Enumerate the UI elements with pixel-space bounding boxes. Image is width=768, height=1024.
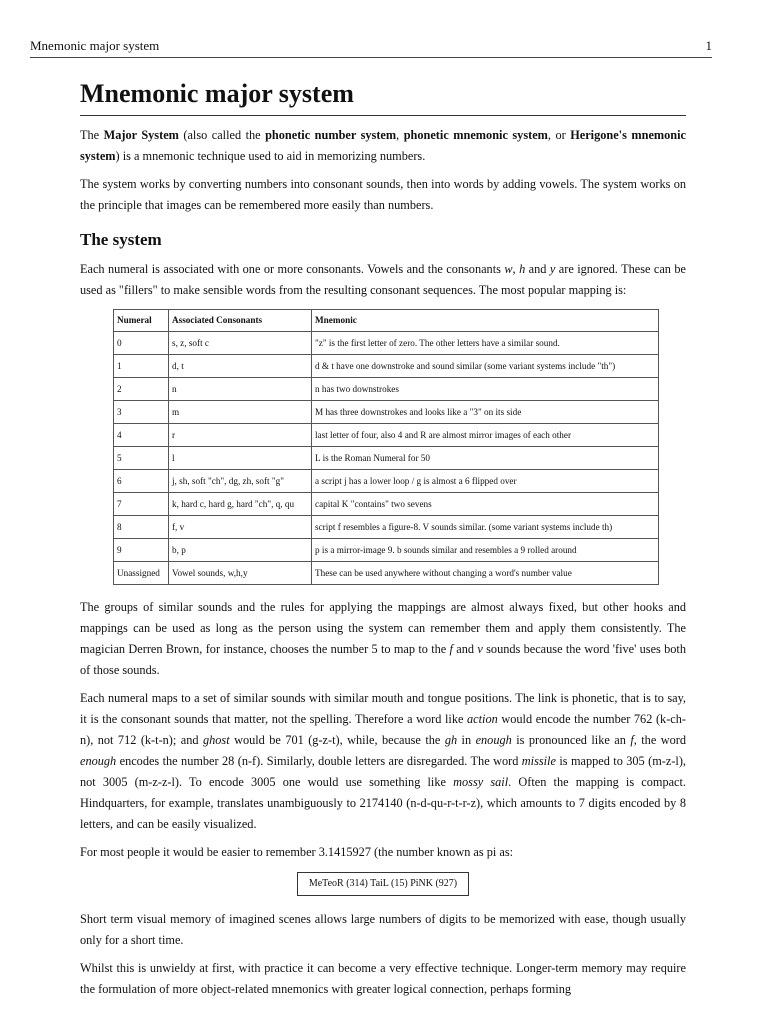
text-run: in [457,733,476,747]
text-run: . Often the mapping is compact. Hindquarters, for example, translates unambiguously to 2174140 (n-d-qu-r-t-r-z), which amounts to 7 digits encoded by 8 letters, and can be easily visualized. [80,775,687,831]
table-row [114,539,659,562]
mnemonic-cell: capital K "contains" two sevens [312,493,659,516]
text-run: sounds because the word 'five' uses both of those sounds. [80,642,686,677]
numeral-cell: Unassigned [114,562,169,585]
table-row [114,332,659,355]
intro-paragraph-2: The system works by converting numbers into consonant sounds, then into words by adding vowels. The system works on the principle that images can be remembered more easily than numbers. [80,177,686,212]
text-run: , [512,262,520,276]
running-header [30,38,712,58]
italic-word: action [467,712,498,726]
numeral-cell: 8 [114,516,169,539]
column-header: Numeral [114,310,169,332]
italic-letter: h [519,262,526,276]
text-run: and [452,642,478,656]
whilst-paragraph: Whilst this is unwieldy at first, with practice it can become a very effective technique. Longer-term memory may require the formulation of more object-related mnemonics with greater logical connection, perhaps forming [80,961,686,996]
page-number: 1 [705,38,712,53]
table-row [114,470,659,493]
numeral-cell: 0 [114,332,169,355]
numeral-cell: 2 [114,378,169,401]
italic-letter: y [549,262,556,276]
bold-term: phonetic number system [265,128,397,142]
italic-word: mossy sail [453,775,509,789]
mnemonic-cell: script f resembles a figure-8. V sounds similar. (some variant systems include th) [312,516,659,539]
phonetic-paragraph [80,688,686,835]
table-row [114,516,659,539]
section-heading: The system [80,230,162,249]
italic-word: enough [475,733,512,747]
running-title: Mnemonic major system [30,38,160,53]
consonants-cell: f, v [169,516,312,539]
intro-paragraph-1 [80,125,686,167]
text-run: Each numeral is associated with one or more consonants. Vowels and the consonants [80,262,505,276]
page-title: Mnemonic major system [80,78,686,116]
mnemonic-cell: M has three downstrokes and looks like a "3" on its side [312,401,659,424]
italic-letter: w [504,262,513,276]
table-row [114,424,659,447]
text-run: is pronounced like an [511,733,631,747]
italic-letter: f [449,642,453,656]
table-row [114,493,659,516]
consonants-cell: r [169,424,312,447]
mnemonic-cell: last letter of four, also 4 and R are almost mirror images of each other [312,424,659,447]
pi-example-box: MeTeoR (314) TaiL (15) PiNK (927) [297,872,469,896]
consonants-cell: d, t [169,355,312,378]
text-run: is mapped to 305 (m-z-l), not 3005 (m-z-z-l). To encode 3005 one would use something like [80,754,687,789]
short-term-paragraph: Short term visual memory of imagined scenes allows large numbers of digits to be memorized with ease, though usually only for a short time. [80,912,686,947]
numeral-cell: 3 [114,401,169,424]
mnemonic-cell: "z" is the first letter of zero. The other letters have a similar sound. [312,332,659,355]
text-run: would encode the number 762 (k-ch-n), not 712 (k-t-n); and [80,712,686,747]
numeral-cell: 6 [114,470,169,493]
italic-word: f [630,733,634,747]
text-run: are ignored. These can be used as "fillers" to make sensible words from the resulting consonant sequences. The most popular mapping is: [80,262,686,297]
mnemonic-cell: L is the Roman Numeral for 50 [312,447,659,470]
text-run: ) is a mnemonic technique used to aid in memorizing numbers. [115,149,426,163]
numeral-cell: 1 [114,355,169,378]
mnemonic-cell: d & t have one downstroke and sound similar (some variant systems include "th") [312,355,659,378]
table-row [114,378,659,401]
article-body [80,78,686,1000]
italic-letter: v [477,642,483,656]
text-run: Each numeral maps to a set of similar sounds with similar mouth and tongue positions. The link is phonetic, that is to say, it is the consonant sounds that matter, not the spelling. Therefore a word like [80,691,686,726]
text-run: and [525,262,550,276]
bold-term: Major System [103,128,179,142]
text-run: encodes the number 28 (n-f). Similarly, double letters are disregarded. The word [116,754,522,768]
consonants-cell: m [169,401,312,424]
table-header-row [114,310,659,332]
text-run: , or [547,128,571,142]
italic-word: missile [521,754,556,768]
table-row [114,355,659,378]
section-paragraph [80,259,686,301]
table-row [114,401,659,424]
consonants-cell: Vowel sounds, w,h,y [169,562,312,585]
bold-term: Herigone's mnemonic system [80,128,687,163]
consonants-cell: s, z, soft c [169,332,312,355]
numeral-cell: 7 [114,493,169,516]
consonants-cell: j, sh, soft "ch", dg, zh, soft "g" [169,470,312,493]
italic-word: ghost [202,733,230,747]
numeral-cell: 5 [114,447,169,470]
consonants-cell: l [169,447,312,470]
italic-word: gh [444,733,458,747]
text-run: The [80,128,104,142]
text-run: (also called the [178,128,266,142]
column-header: Associated Consonants [169,310,312,332]
consonants-cell: k, hard c, hard g, hard "ch", q, qu [169,493,312,516]
mnemonic-cell: a script j has a lower loop / g is almost a 6 flipped over [312,470,659,493]
mnemonic-cell: n has two downstrokes [312,378,659,401]
groups-paragraph [80,597,686,681]
text-run: would be 701 (g-z-t), while, because the [229,733,445,747]
bold-term: phonetic mnemonic system [403,128,548,142]
numeral-cell: 9 [114,539,169,562]
consonants-cell: b, p [169,539,312,562]
mnemonic-cell: These can be used anywhere without changing a word's number value [312,562,659,585]
pi-paragraph: For most people it would be easier to remember 3.1415927 (the number known as pi as: [80,845,514,859]
text-run: , [396,128,404,142]
mnemonic-cell: p is a mirror-image 9. b sounds similar and resembles a 9 rolled around [312,539,659,562]
italic-word: enough [80,754,117,768]
table-row [114,447,659,470]
column-header: Mnemonic [312,310,659,332]
text-run: , the word [633,733,686,747]
numeral-cell: 4 [114,424,169,447]
mapping-table [113,309,659,585]
text-run: The groups of similar sounds and the rules for applying the mappings are almost always fixed, but other hooks and mappings can be used as long as the person using the system can remember them and apply them consistently. The magician Derren Brown, for instance, chooses the number 5 to map to the [80,600,686,656]
table-row [114,562,659,585]
consonants-cell: n [169,378,312,401]
